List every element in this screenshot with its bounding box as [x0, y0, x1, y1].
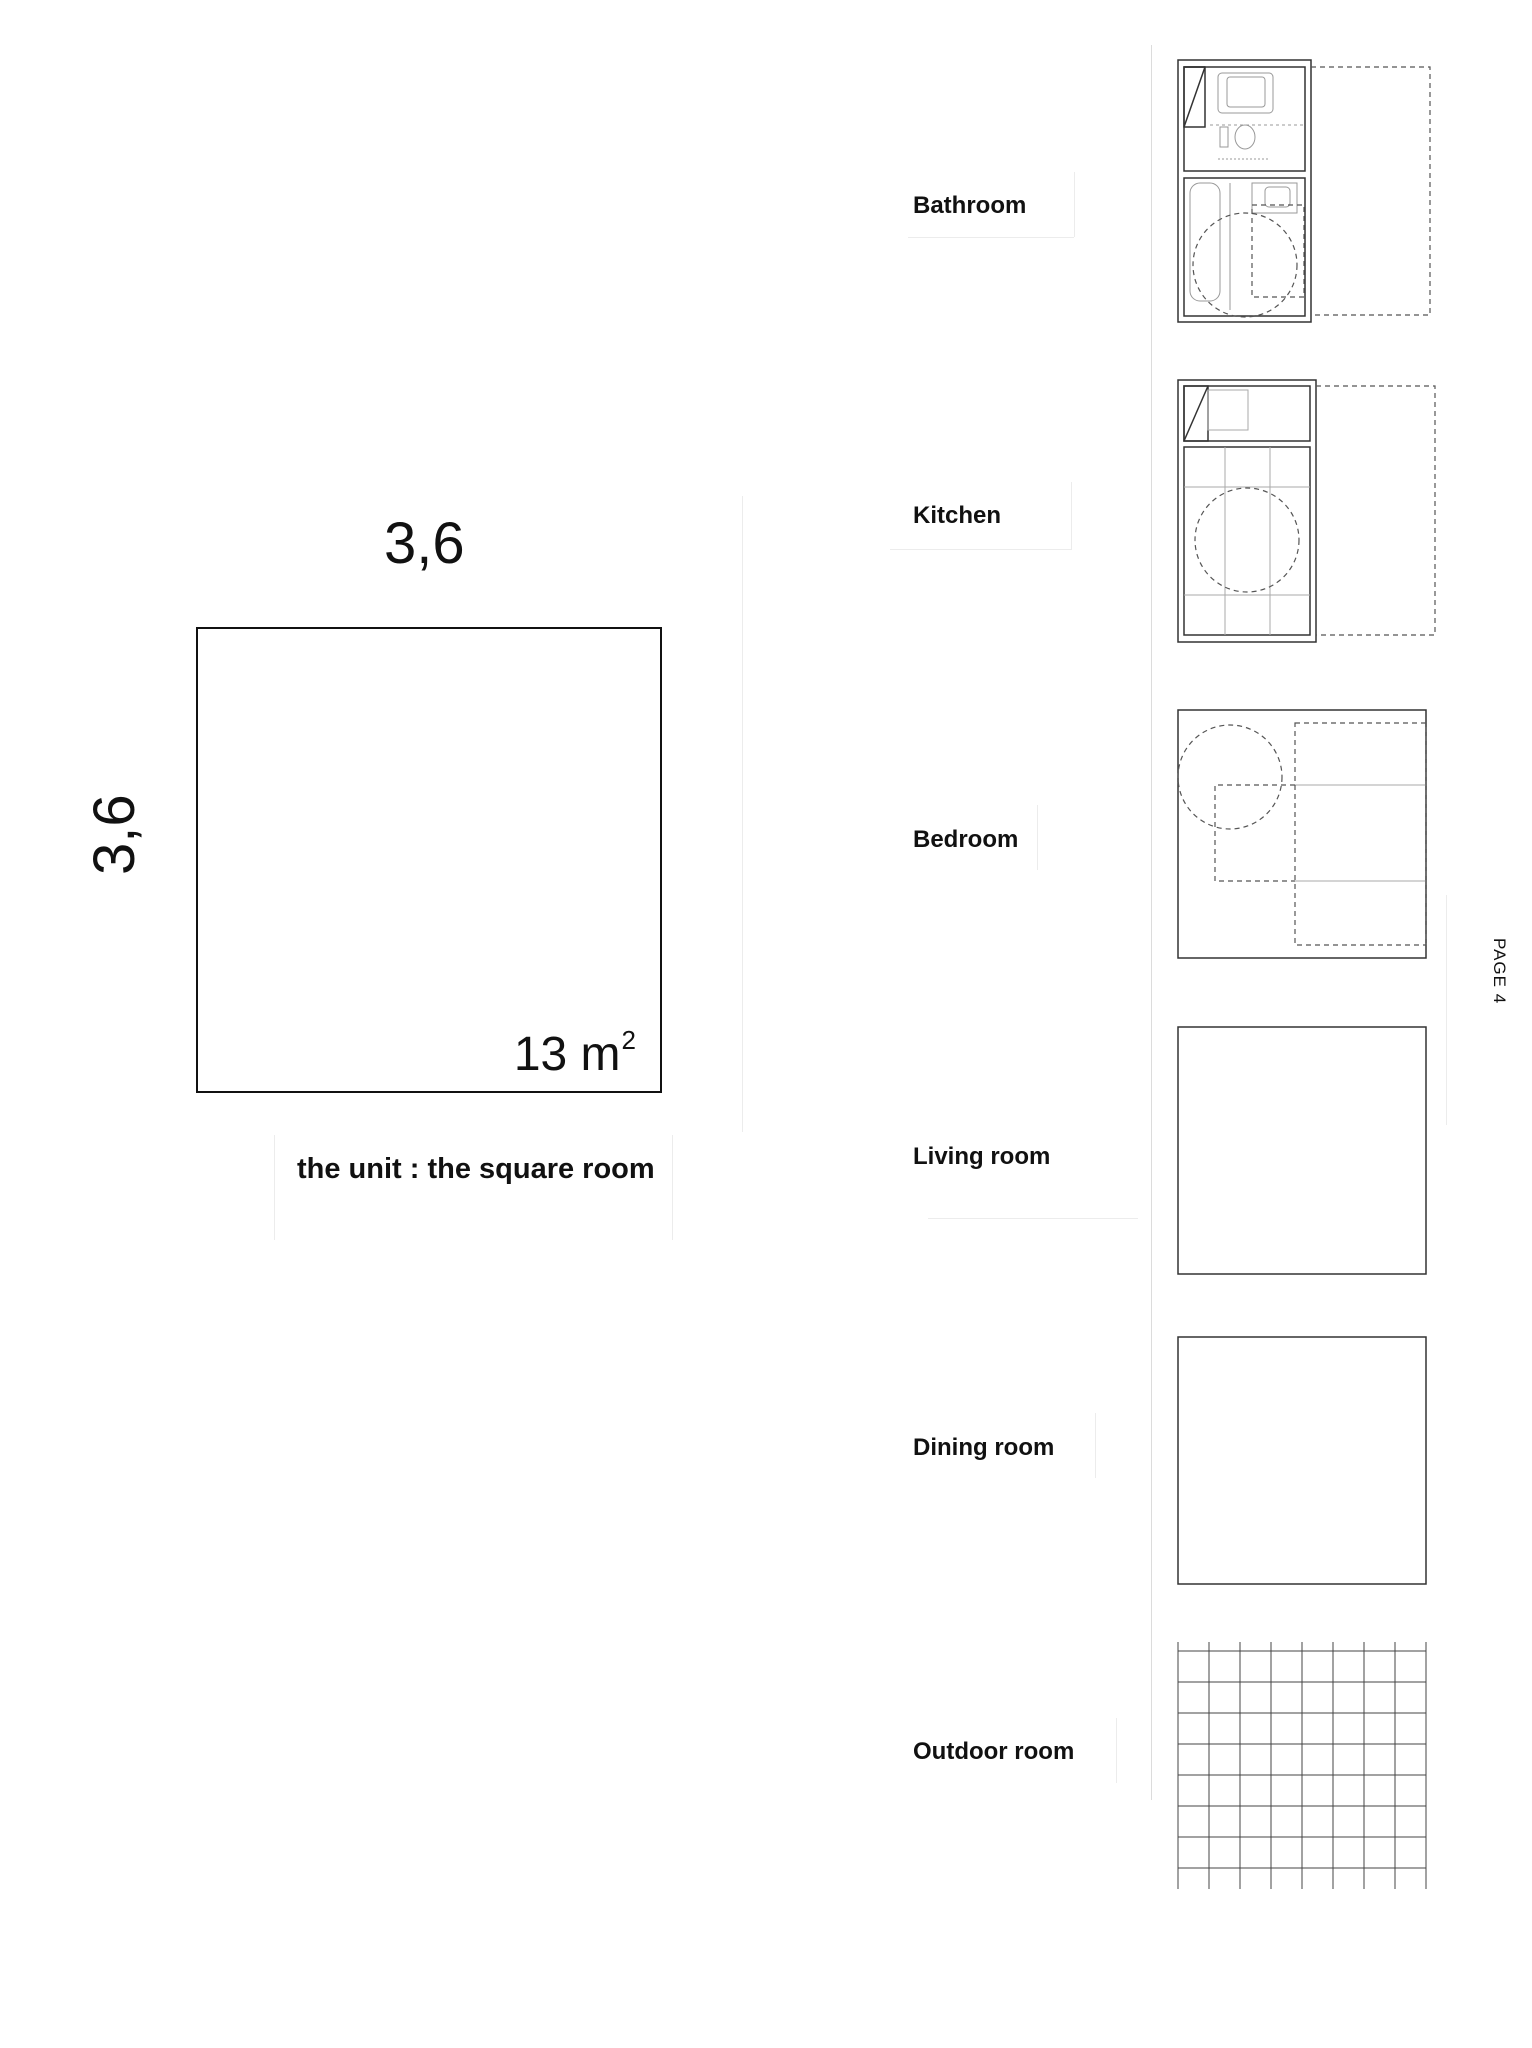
room-label-living-room: Living room: [913, 1143, 1051, 1170]
guide-line: [1071, 482, 1072, 550]
column-divider: [1151, 45, 1152, 1800]
unit-area-value: 13 m: [513, 1028, 621, 1081]
guide-line: [1037, 805, 1038, 870]
guide-line: [928, 1218, 1138, 1219]
guide-line: [1074, 172, 1075, 237]
bathroom-plan: [1170, 55, 1435, 325]
page-number: PAGE 4: [1490, 938, 1509, 1005]
unit-caption: the unit : the square room: [297, 1153, 655, 1185]
dining-room-plan: [1170, 1332, 1435, 1587]
unit-height-dimension: 3,6: [82, 794, 147, 875]
room-label-bedroom: Bedroom: [913, 826, 1019, 853]
unit-square-room: [196, 627, 662, 1093]
guide-line: [890, 549, 1071, 550]
living-room-plan: [1170, 1022, 1435, 1277]
room-label-bathroom: Bathroom: [913, 192, 1027, 219]
unit-area-exponent: 2: [621, 1025, 636, 1055]
room-label-outdoor-room: Outdoor room: [913, 1738, 1075, 1765]
unit-width-dimension: 3,6: [384, 511, 465, 576]
guide-line: [1116, 1718, 1117, 1783]
guide-line: [908, 237, 1074, 238]
room-label-kitchen: Kitchen: [913, 502, 1002, 529]
guide-line: [672, 1135, 673, 1240]
guide-line: [1446, 895, 1447, 1125]
guide-line: [274, 1135, 275, 1240]
outdoor-room-plan: [1170, 1637, 1435, 1892]
room-label-dining-room: Dining room: [913, 1434, 1055, 1461]
unit-area: [513, 1025, 636, 1081]
guide-line: [1095, 1413, 1096, 1478]
guide-line: [742, 496, 743, 1132]
bedroom-plan: [1170, 705, 1435, 970]
kitchen-plan: [1170, 375, 1440, 645]
